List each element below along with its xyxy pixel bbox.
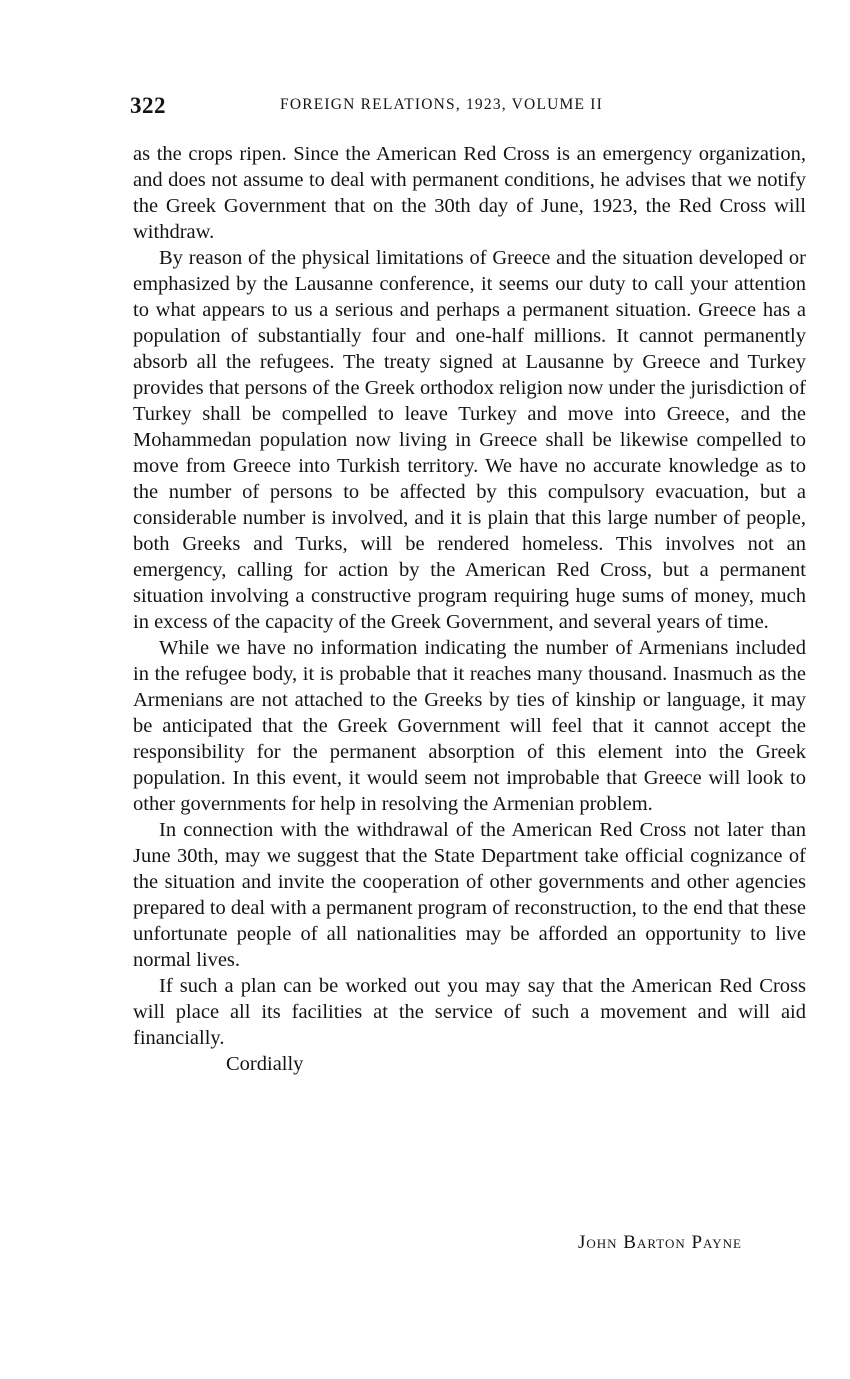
paragraph: While we have no information indicating the number of Armenians included in the refugee body, it is probable that it reaches many thousand. Inasmuch as the Armenians are not attached to the Greeks by ties of kinship or language, it may be anticipated that the Greek Government will feel that it cannot accept the responsibility for the permanent absorption of this element into the Greek population. In this event, it would seem not improbable that Greece will look to other governments for help in resolving the Armenian problem. xyxy=(133,637,806,815)
page-header xyxy=(130,93,810,127)
page-number: 322 xyxy=(130,93,166,118)
closing-salutation: Cordially xyxy=(226,1053,304,1075)
paragraph: If such a plan can be worked out you may say that the American Red Cross will place all its facilities at the service of such a movement and will aid financially. xyxy=(133,975,806,1049)
paragraph-continued: as the crops ripen. Since the American Red Cross is an emergency organization, and does not assume to deal with permanent conditions, he advises that we notify the Greek Government that on the 30th day of June, 1923, the Red Cross will withdraw. xyxy=(133,143,806,243)
signature: John Barton Payne xyxy=(578,1232,742,1253)
paragraph: In connection with the withdrawal of the American Red Cross not later than June 30th, may we suggest that the State Department take official cognizance of the situation and invite the cooperation of other governments and other agencies prepared to deal with a permanent program of reconstruction, to the end that these unfortunate people of all nationalities may be afforded an opportunity to live normal lives. xyxy=(133,819,806,971)
paragraph: By reason of the physical limitations of Greece and the situation developed or emphasized by the Lausanne conference, it seems our duty to call your attention to what appears to us a serious and perhaps a permanent situation. Greece has a population of substantially four and one-half millions. It cannot permanently absorb all the refugees. The treaty signed at Lausanne by Greece and Turkey provides that persons of the Greek orthodox religion now under the jurisdiction of Turkey shall be compelled to leave Turkey and move into Greece, and the Mohammedan population now living in Greece shall be likewise compelled to move from Greece into Turkish territory. We have no accurate knowledge as to the number of persons to be affected by this compulsory evacuation, but a considerable number is involved, and it is plain that this large number of people, both Greeks and Turks, will be rendered homeless. This involves not an emergency, calling for action by the American Red Cross, but a permanent situation involving a constructive program requiring huge sums of money, much in excess of the capacity of the Greek Government, and several years of time. xyxy=(133,247,806,633)
running-head: FOREIGN RELATIONS, 1923, VOLUME II xyxy=(280,96,603,113)
letter-body xyxy=(133,141,806,1077)
